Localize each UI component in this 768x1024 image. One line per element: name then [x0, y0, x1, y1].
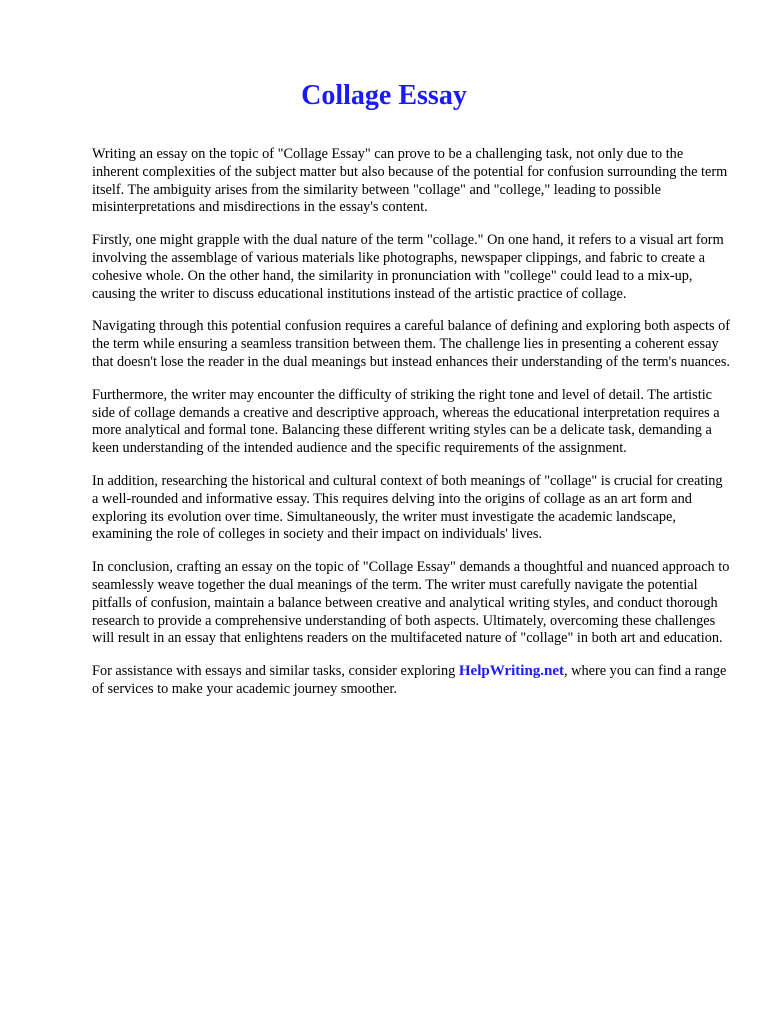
paragraph-research: In addition, researching the historical and cultural context of both meanings of "collage" is crucial for creating a well-rounded and informative essay. This requires delving into the origins of collage as an art form and exploring its evolution over time. Simultaneously, the writer must investigate the academic landscape, examining the role of colleges in society and their impact on individuals' lives.	[92, 472, 723, 543]
paragraph-closing	[92, 663, 732, 699]
paragraph-dual-nature: Firstly, one might grapple with the dual nature of the term "collage." On one hand, it refers to a visual art form involving the assemblage of various materials like photographs, newspaper clippings, and fabric to create a cohesive whole. On the other hand, the similarity in pronunciation with "college" could lead to a mix-up, causing the writer to discuss educational institutions instead of the artistic practice of collage.	[92, 232, 724, 302]
paragraph-intro: Writing an essay on the topic of "Collage Essay" can prove to be a challenging task, not only due to the inherent complexities of the subject matter but also because of the potential for confusion surrounding the term itself. The ambiguity arises from the similarity between "collage" and "college," leading to possible misinterpretations and misdirections in the essay's content.	[92, 146, 728, 216]
paragraph-tone: Furthermore, the writer may encounter the difficulty of striking the right tone and level of detail. The artistic side of collage demands a creative and descriptive approach, whereas the educational interpretation requires a more analytical and formal tone. Balancing these different writing styles can be a delicate task, demanding a keen understanding of the intended audience and the specific requirements of the assignment.	[92, 386, 720, 457]
page-title: Collage Essay	[301, 80, 467, 111]
closing-text-before-link: For assistance with essays and similar tasks, consider exploring	[92, 663, 459, 680]
document-body	[92, 146, 732, 714]
helpwriting-link[interactable]: HelpWriting.net	[458, 663, 565, 680]
closing-text-after-link: , where you can find a range of services to make your academic journey smoother.	[92, 663, 727, 697]
paragraph-conclusion: In conclusion, crafting an essay on the topic of "Collage Essay" demands a thoughtful and nuanced approach to seamlessly weave together the dual meanings of the term. The writer must carefully navigate the potential pitfalls of confusion, maintain a balance between creative and analytical writing styles, and conduct thorough research to provide a comprehensive understanding of both aspects. Ultimately, overcoming these challenges will result in an essay that enlightens readers on the multifaceted nature of "collage" in both art and education.	[92, 559, 730, 647]
paragraph-navigating: Navigating through this potential confusion requires a careful balance of defining and exploring both aspects of the term while ensuring a seamless transition between them. The challenge lies in presenting a coherent essay that doesn't lose the reader in the dual meanings but instead enhances their understanding of the term's nuances.	[92, 318, 731, 370]
